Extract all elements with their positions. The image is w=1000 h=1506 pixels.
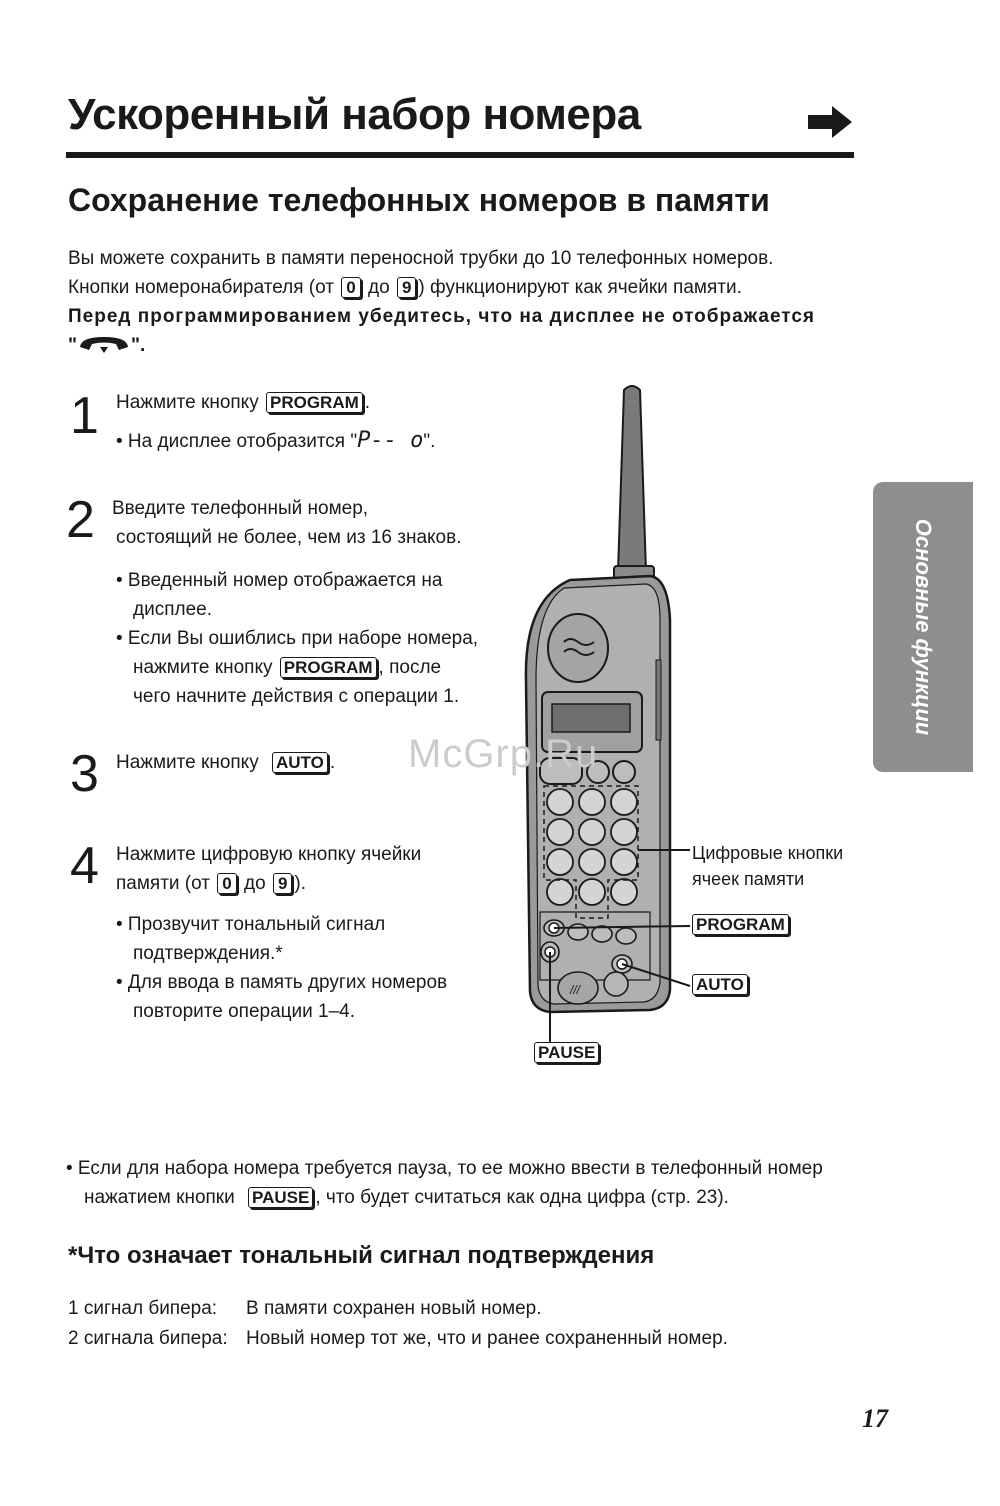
step-text: Нажмите кнопку [116, 392, 259, 413]
note-text: • Если для набора номера требуется пауза, то ее можно ввести в телефонный номер [66, 1158, 823, 1179]
lcd-display-text: P-- o [357, 428, 424, 453]
beep-label: 2 сигнала бипера: [68, 1328, 228, 1349]
intro-line-4 [68, 331, 868, 360]
beep-row [68, 1324, 728, 1354]
step-text: Введите телефонный номер, [112, 498, 369, 519]
handset-illustration [510, 380, 850, 1080]
auto-key: AUTO [692, 974, 748, 995]
watermark: McGrp.Ru [408, 732, 599, 776]
program-key: PROGRAM [266, 392, 363, 413]
note-text: , что будет считаться как одна цифра (стр. 23). [315, 1187, 729, 1208]
step-1-text [116, 388, 370, 417]
key-9: 9 [397, 277, 416, 298]
step-text: Нажмите кнопку [116, 752, 259, 773]
step-2-bullets [116, 566, 478, 711]
step-text: . [329, 752, 336, 773]
step-3-text [116, 748, 335, 777]
bullet-text: • Если Вы ошиблись при наборе номера, [116, 628, 479, 649]
bullet-text: • На дисплее отобразится " [116, 431, 358, 452]
pause-label [532, 1042, 601, 1063]
page-title: Ускоренный набор номера [68, 90, 641, 139]
bullet-text: • Введенный номер отображается на [116, 570, 443, 591]
step-number-4: 4 [70, 837, 99, 895]
step-number-3: 3 [70, 745, 99, 803]
step-text: памяти (от [116, 873, 210, 894]
bullet-text: нажмите кнопку [133, 657, 273, 678]
beep-heading: *Что означает тональный сигнал подтверждения [68, 1242, 655, 1269]
auto-label [690, 974, 750, 995]
title-divider [66, 152, 854, 158]
program-key: PROGRAM [280, 657, 377, 678]
step-text: Нажмите цифровую кнопку ячейки [116, 844, 422, 865]
beep-label: 1 сигнал бипера: [68, 1298, 218, 1319]
label-text: ячеек памяти [692, 869, 805, 889]
step-text: до [244, 873, 266, 894]
step-1-bullet [116, 426, 435, 456]
digit-keys-label [692, 840, 843, 892]
step-number-2: 2 [66, 491, 95, 549]
pause-key: PAUSE [248, 1187, 313, 1208]
bullet-text: • Прозвучит тональный сигнал [116, 914, 386, 935]
key-0: 0 [341, 277, 360, 298]
key-9: 9 [273, 873, 292, 894]
beep-text: Новый номер тот же, что и ранее сохраненный номер. [246, 1328, 728, 1349]
program-label [690, 914, 791, 935]
note-line [66, 1183, 823, 1212]
intro-line-1: Вы можете сохранить в памяти переносной трубки до 10 телефонных номеров. [68, 248, 774, 269]
beep-text: В памяти сохранен новый номер. [246, 1298, 542, 1319]
bullet-text: , после [378, 657, 442, 678]
step-4-text [116, 840, 421, 898]
bullet-text: ". [423, 431, 436, 452]
intro-text: ) функционируют как ячейки памяти. [418, 277, 742, 298]
section-title: Сохранение телефонных номеров в памяти [68, 182, 770, 218]
step-text-line [116, 869, 421, 898]
intro-text: Кнопки номеронабирателя (от [68, 277, 334, 298]
quote-close: ". [131, 335, 146, 356]
quote-open: " [68, 335, 78, 356]
intro-paragraph [68, 244, 868, 360]
bullet-text: дисплее. [133, 599, 212, 620]
auto-key: AUTO [272, 752, 328, 773]
pause-note [66, 1154, 823, 1212]
key-0: 0 [217, 873, 236, 894]
step-4-bullets [116, 910, 447, 1026]
note-text: нажатием кнопки [84, 1187, 235, 1208]
page-number: 17 [862, 1404, 888, 1433]
beep-row [68, 1294, 728, 1324]
step-number-1: 1 [70, 387, 99, 445]
beep-table [68, 1294, 728, 1354]
bullet-text: • Для ввода в память других номеров [116, 972, 448, 993]
handset-off-icon [77, 333, 131, 355]
pause-key: PAUSE [534, 1042, 599, 1063]
step-text: . [364, 392, 371, 413]
intro-line-2 [68, 273, 868, 302]
side-tab-label: Основные функции [911, 518, 936, 736]
intro-warning: Перед программированием убедитесь, что на дисплее не отображается [68, 306, 815, 327]
side-tab [873, 482, 973, 772]
bullet-text: чего начните действия с операции 1. [133, 686, 460, 707]
label-text: Цифровые кнопки [692, 843, 844, 863]
intro-text: до [368, 277, 390, 298]
right-arrow-icon [806, 104, 854, 140]
bullet-text: подтверждения.* [133, 943, 283, 964]
step-text: состоящий не более, чем из 16 знаков. [116, 527, 462, 548]
step-2-text [112, 494, 461, 552]
bullet-line [116, 653, 478, 682]
svg-text:///: /// [570, 983, 581, 997]
program-key: PROGRAM [692, 914, 789, 935]
step-text: ). [294, 873, 307, 894]
bullet-text: повторите операции 1–4. [133, 1001, 356, 1022]
